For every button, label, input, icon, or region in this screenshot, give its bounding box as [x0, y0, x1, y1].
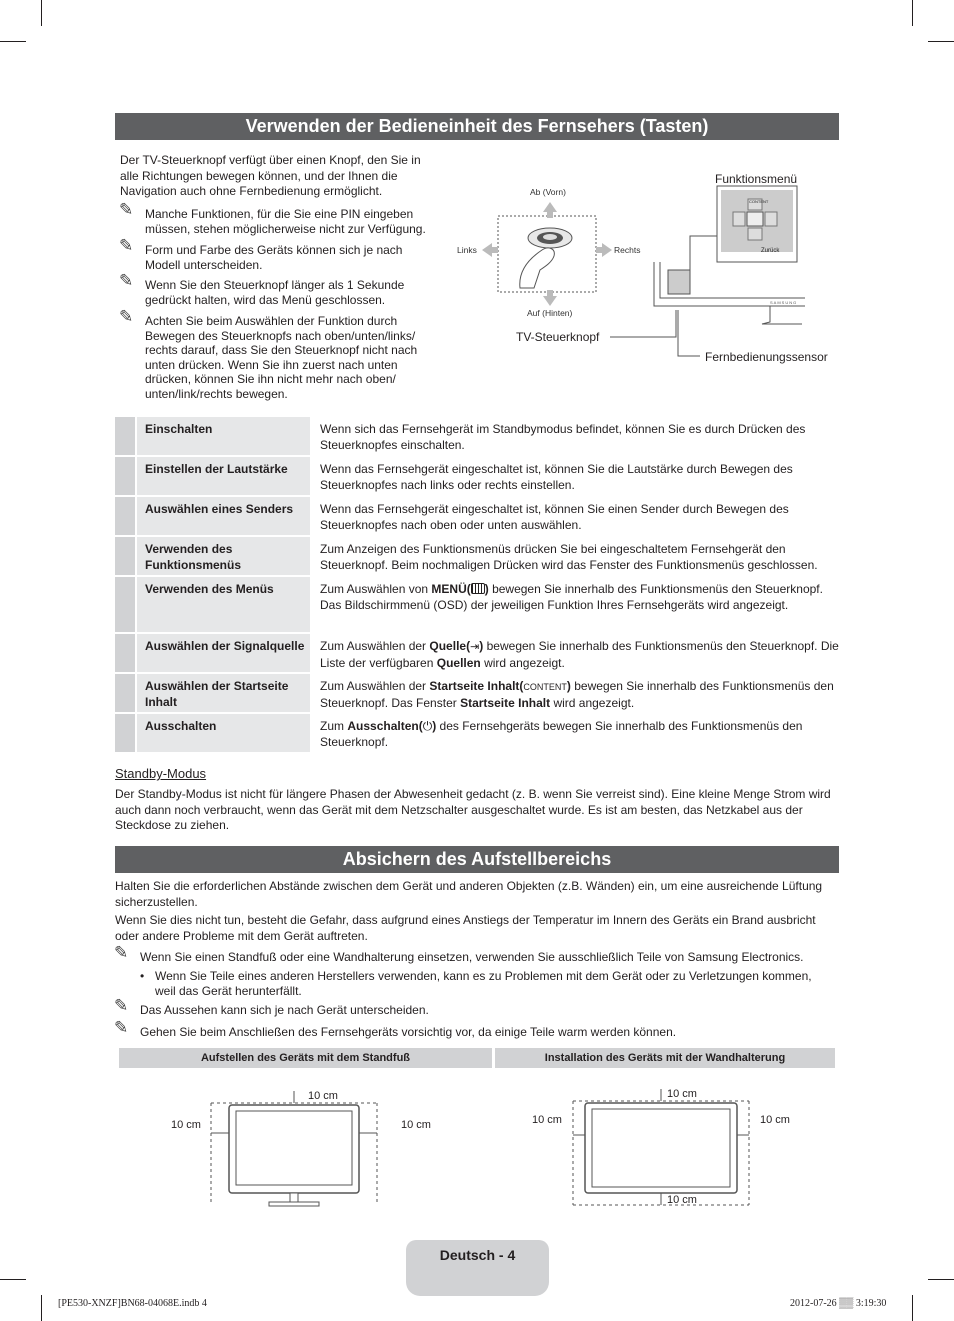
section-title: Verwenden der Bedieneinheit des Fernsehers (Tasten) — [115, 113, 839, 140]
leader-line — [690, 236, 717, 270]
row-desc: Zum Auswählen der Quelle(⇥) bewegen Sie innerhalb des Funktionsmenüs den Steuerknopf. Die Liste der verfügbaren Quellen wird angezeigt. — [320, 639, 839, 670]
dist-bottom: 10 cm — [667, 1194, 697, 1206]
row-marker — [115, 457, 135, 495]
row-desc: Zum Ausschalten(⏻) des Fernsehgeräts bewegen Sie innerhalb des Funktionsmenüs den Steuerknopf. — [320, 719, 803, 749]
row-desc: Zum Auswählen von MENÜ( ) bewegen Sie innerhalb des Funktionsmenüs den Steuerknopf. Das Bildschirmmenü (OSD) der jeweiligen Funktion Ihres Fernsehgeräts wird angezeigt. — [320, 582, 823, 612]
row-marker — [115, 537, 135, 575]
table-row — [115, 417, 839, 455]
crop-mark — [928, 41, 954, 42]
tv-screen — [592, 1109, 730, 1187]
row-label: Verwenden des Menüs — [137, 577, 310, 632]
tv-stand-base — [269, 1202, 319, 1206]
crop-mark — [928, 1279, 954, 1280]
tv-control-diagram — [450, 170, 840, 370]
stand-figure — [119, 1075, 492, 1215]
table-row — [115, 497, 839, 535]
menu-icon — [471, 583, 485, 594]
label-down: Auf (Hinten) — [527, 308, 573, 318]
label-function-menu: Funktionsmenü — [715, 172, 798, 186]
label-content: CONTENT — [749, 199, 769, 204]
label-back: Zurück — [761, 248, 780, 254]
paragraph: Wenn Sie dies nicht tun, besteht die Gefahr, dass aufgrund eines Anstiegs der Temperatur im Innern des Geräts ein Brand ausbricht oder andere Probleme mit dem Gerät auftreten. — [115, 913, 816, 943]
finger-icon — [520, 248, 555, 288]
pencil-icon: ✎ — [119, 271, 134, 290]
crop-mark — [41, 1295, 42, 1321]
crop-mark — [41, 0, 42, 26]
row-desc: Wenn das Fernsehgerät eingeschaltet ist, können Sie die Lautstärke durch Bewegen des Steuerknopfes nach links oder rechts einstellen. — [320, 462, 793, 492]
row-marker — [115, 417, 135, 455]
row-desc: Wenn das Fernsehgerät eingeschaltet ist, können Sie einen Sender durch Bewegen des Steuerknopfes nach oben oder unten auswählen. — [320, 502, 789, 532]
note: ✎ Wenn Sie den Steuerknopf länger als 1 Sekunde gedrückt halten, wird das Menü geschlossen. — [119, 271, 405, 307]
arrow-left-icon — [482, 243, 498, 257]
table-row — [115, 634, 839, 672]
row-label: Auswählen eines Senders — [137, 497, 310, 535]
pencil-icon: ✎ — [114, 996, 129, 1015]
dist-right: 10 cm — [760, 1114, 790, 1126]
row-desc: Zum Auswählen der Startseite Inhalt(CONTENT) bewegen Sie innerhalb des Funktionsmenüs den Steuerknopf. Das Fenster Startseite Inhalt wird angezeigt. — [320, 679, 834, 710]
table-row — [115, 537, 839, 575]
page-number: Deutsch - 4 — [406, 1240, 549, 1296]
intro-text: Der TV-Steuerknopf verfügt über einen Knopf, den Sie in alle Richtungen bewegen können, und der Ihnen die Navigation auch ohne Fernbedienung ermöglicht. — [120, 153, 421, 198]
note: ✎ Gehen Sie beim Anschließen des Fernsehgeräts vorsichtig vor, da einige Teile warm werden können. — [114, 1018, 677, 1039]
row-desc: Wenn sich das Fernsehgerät im Standbymodus befindet, können Sie es durch Drücken des Steuerknopfes einschalten. — [320, 422, 806, 452]
table-row — [115, 674, 839, 712]
dist-top: 10 cm — [667, 1088, 697, 1100]
standby-title: Standby-Modus — [115, 766, 207, 781]
section-title: Absichern des Aufstellbereichs — [115, 846, 839, 873]
leader-line — [610, 310, 676, 337]
crop-mark — [0, 41, 26, 42]
tv-screen — [236, 1111, 352, 1185]
row-marker — [115, 577, 135, 632]
dist-top: 10 cm — [308, 1090, 338, 1102]
pencil-icon: ✎ — [119, 200, 134, 219]
note: ✎ Achten Sie beim Auswählen der Funktion durch Bewegen des Steuerknopfs nach oben/unten/links/ rechts darauf, dass Sie den Steuerknopf nicht nach unten drücken. Wenn Sie ihn zuerst nach unten drücken, können Sie ihn nicht mehr nach oben/ unten/link/rechts bewegen. — [119, 307, 418, 401]
row-label: Auswählen der Signalquelle — [137, 634, 310, 672]
row-marker — [115, 497, 135, 535]
leader-line — [678, 310, 700, 356]
table-row — [115, 577, 839, 632]
crop-mark — [912, 1295, 913, 1321]
pencil-icon: ✎ — [114, 943, 129, 962]
power-icon — [748, 228, 762, 240]
dist-left: 10 cm — [532, 1114, 562, 1126]
brand-logo: SAMSUNG — [770, 300, 798, 305]
note: ✎ Manche Funktionen, für die Sie eine PIN eingeben müssen, stehen möglicherweise nicht zur Verfügung. — [119, 200, 426, 236]
label-knob: TV-Steuerknopf — [516, 330, 600, 344]
arrow-right-icon — [596, 243, 612, 257]
source-icon — [765, 212, 777, 226]
back-button-icon — [747, 212, 763, 226]
pencil-icon: ✎ — [119, 307, 134, 326]
row-label: Ausschalten — [137, 714, 310, 752]
wall-figure — [495, 1075, 835, 1215]
crop-mark — [912, 0, 913, 26]
knob-center — [543, 234, 557, 240]
paragraph: Halten Sie die erforderlichen Abstände zwischen dem Gerät und anderen Objekten (z.B. Wänden) ein, um eine ausreichende Lüftung sicherzustellen. — [115, 879, 823, 909]
note: ✎ Wenn Sie einen Standfuß oder eine Wandhalterung einsetzen, verwenden Sie ausschließlich Teile von Samsung Electronics. — [114, 943, 804, 964]
bullet-icon: • — [140, 969, 145, 983]
crop-mark — [0, 1279, 26, 1280]
row-marker — [115, 674, 135, 712]
figure-title-stand: Aufstellen des Geräts mit dem Standfuß — [119, 1048, 492, 1068]
content-label: CONTENT — [523, 682, 567, 692]
table-row — [115, 457, 839, 495]
table-row — [115, 714, 839, 752]
label-right: Rechts — [614, 245, 641, 255]
row-marker — [115, 714, 135, 752]
bullet-item: • Wenn Sie Teile eines anderen Herstellers verwenden, kann es zu Problemen mit dem Gerät oder zu Verletzungen kommen, weil das Gerät herunterfällt. — [140, 969, 812, 998]
power-icon: ⏻ — [422, 719, 433, 733]
label-left: Links — [457, 245, 477, 255]
dist-right: 10 cm — [401, 1119, 431, 1131]
tv-stand-neck — [290, 1193, 298, 1202]
row-label: Einstellen der Lautstärke — [137, 457, 310, 495]
row-marker — [115, 634, 135, 672]
row-label: Auswählen der Startseite Inhalt — [137, 674, 310, 712]
file-name: [PE530-XNZF]BN68-04068E.indb 4 — [58, 1298, 207, 1309]
row-desc: Zum Anzeigen des Funktionsmenüs drücken Sie bei eingeschaltetem Fernsehgerät den Steuerknopf. Beim nochmaligen Drücken wird das Fenster des Funktionsmenüs geschlossen. — [320, 542, 818, 572]
figure-title-wall: Installation des Geräts mit der Wandhalterung — [495, 1048, 835, 1068]
sensor-area — [668, 270, 690, 294]
dist-left: 10 cm — [171, 1119, 201, 1131]
pencil-icon: ✎ — [114, 1018, 129, 1037]
standby-text: Der Standby-Modus ist nicht für längere Phasen der Abwesenheit gedacht (z. B. wenn Sie verreist sind). Eine kleine Menge Strom wird auch dann noch verbraucht, wenn das Gerät mit dem Netzschalter ausgeschaltet wurde. Es ist am besten, das Netzkabel aus der Steckdose zu ziehen. — [115, 787, 831, 832]
note: ✎ Das Aussehen kann sich je nach Gerät unterscheiden. — [114, 996, 429, 1017]
source-icon: ⇥ — [470, 641, 480, 653]
row-label: Verwenden des Funktionsmenüs — [137, 537, 310, 575]
row-label: Einschalten — [137, 417, 310, 455]
note: ✎ Form und Farbe des Geräts können sich je nach Modell unterscheiden. — [119, 236, 403, 272]
tv-stand — [762, 306, 802, 324]
label-up: Ab (Vorn) — [530, 187, 566, 197]
pencil-icon: ✎ — [119, 236, 134, 255]
label-sensor: Fernbedienungssensor — [705, 350, 828, 364]
print-date: 2012-07-26 ▒▒ 3:19:30 — [790, 1298, 887, 1309]
menu-icon — [733, 212, 745, 226]
